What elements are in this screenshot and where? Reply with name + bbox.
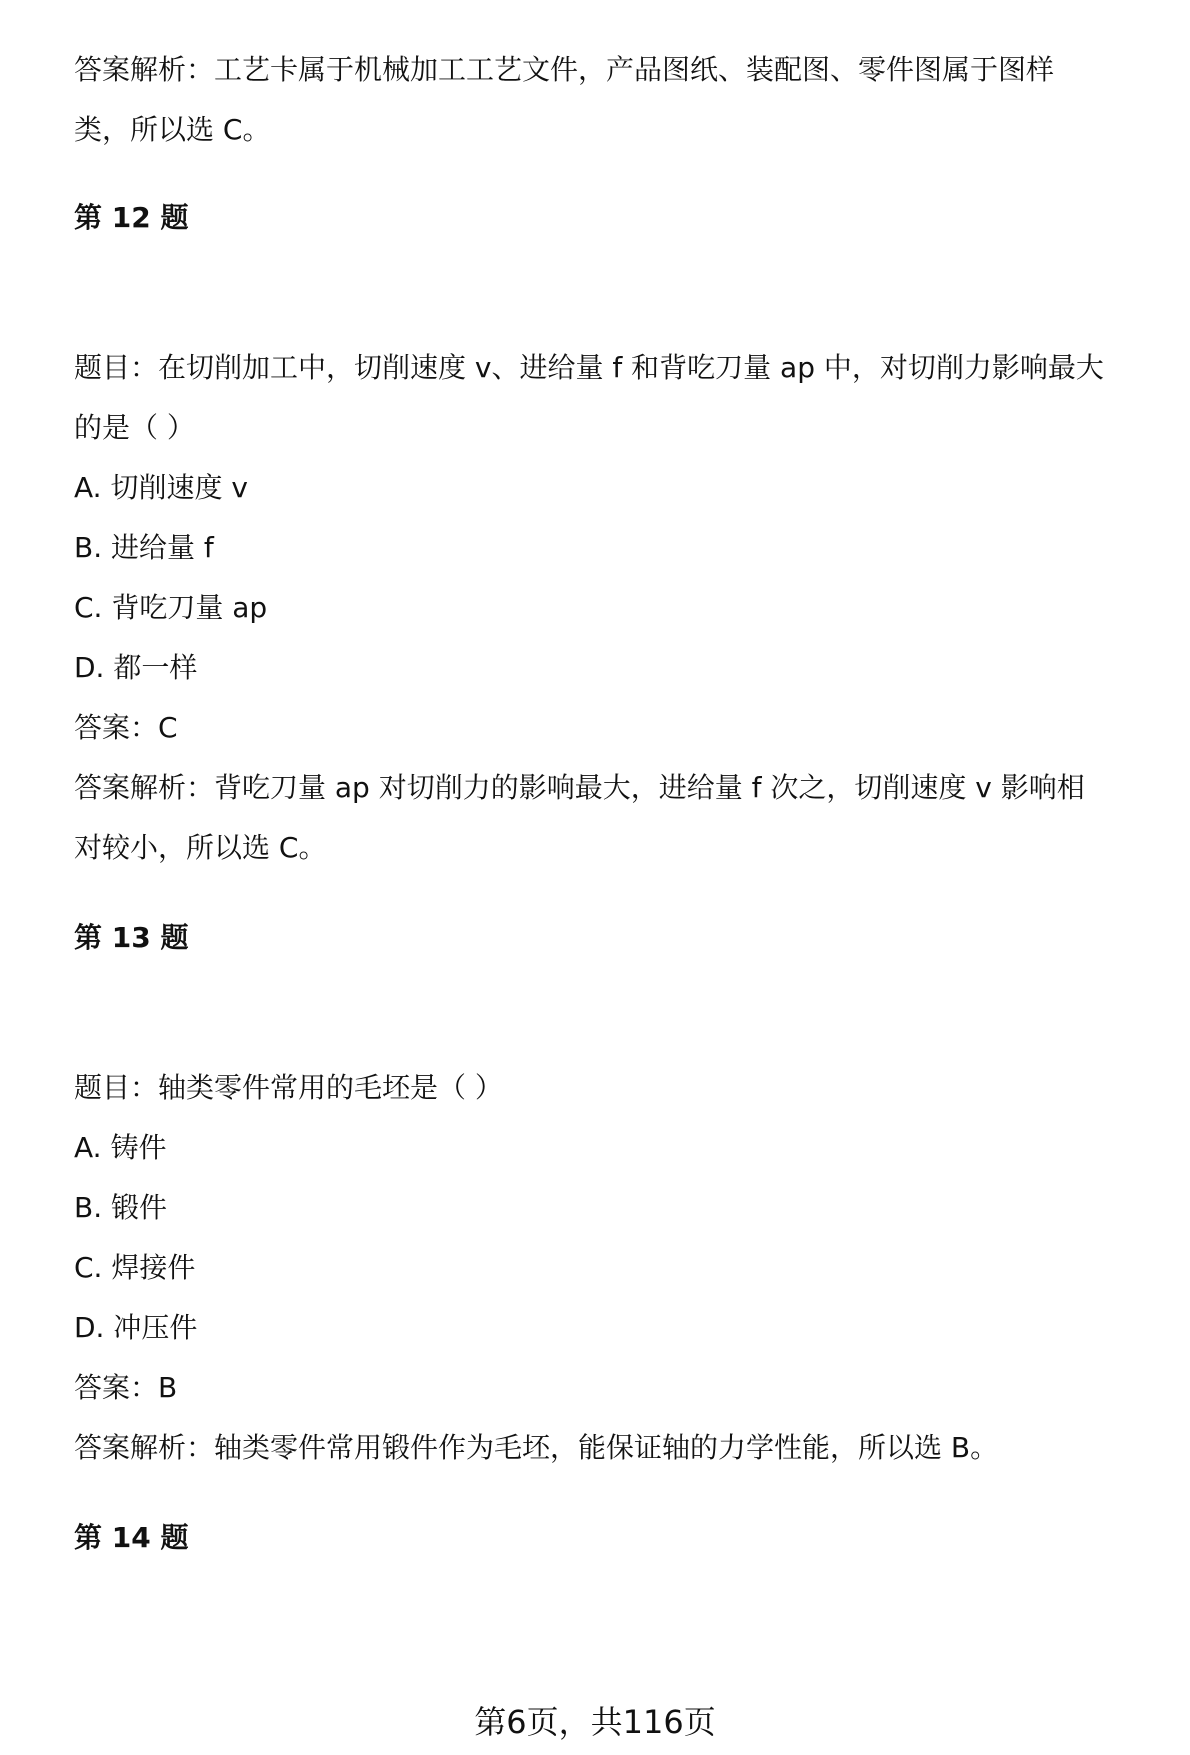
q12-option-c: C. 背吃刀量 ap <box>74 591 268 624</box>
q13-option-d: D. 冲压件 <box>74 1311 198 1344</box>
q13-analysis-line1: 答案解析：轴类零件常用锻件作为毛坯，能保证轴的力学性能，所以选 B。 <box>74 1431 999 1464</box>
q13-option-c: C. 焊接件 <box>74 1251 196 1284</box>
q12-option-d: D. 都一样 <box>74 651 198 684</box>
q12-analysis-line2: 对较小，所以选 C。 <box>74 831 327 864</box>
q13-heading: 第 13 题 <box>74 921 189 954</box>
q11-analysis-line1: 答案解析：工艺卡属于机械加工工艺文件，产品图纸、装配图、零件图属于图样 <box>74 53 1055 86</box>
q14-heading: 第 14 题 <box>74 1521 189 1554</box>
q13-option-a: A. 铸件 <box>74 1131 167 1164</box>
q13-question-line1: 题目：轴类零件常用的毛坯是（ ） <box>74 1071 503 1104</box>
q12-option-a: A. 切削速度 v <box>74 471 248 504</box>
q12-question-line2: 的是（ ） <box>74 411 195 444</box>
q11-analysis-line2: 类，所以选 C。 <box>74 113 271 146</box>
q13-answer: 答案：B <box>74 1371 178 1404</box>
q13-option-b: B. 锻件 <box>74 1191 168 1224</box>
q12-question-line1: 题目：在切削加工中，切削速度 v、进给量 f 和背吃刀量 ap 中，对切削力影响最大 <box>74 351 1104 384</box>
q12-heading: 第 12 题 <box>74 201 189 234</box>
q12-answer: 答案：C <box>74 711 178 744</box>
q12-analysis-line1: 答案解析：背吃刀量 ap 对切削力的影响最大，进给量 f 次之，切削速度 v 影响相 <box>74 771 1085 804</box>
page-footer: 第6页，共116页 <box>474 1703 716 1741</box>
q12-option-b: B. 进给量 f <box>74 531 214 564</box>
